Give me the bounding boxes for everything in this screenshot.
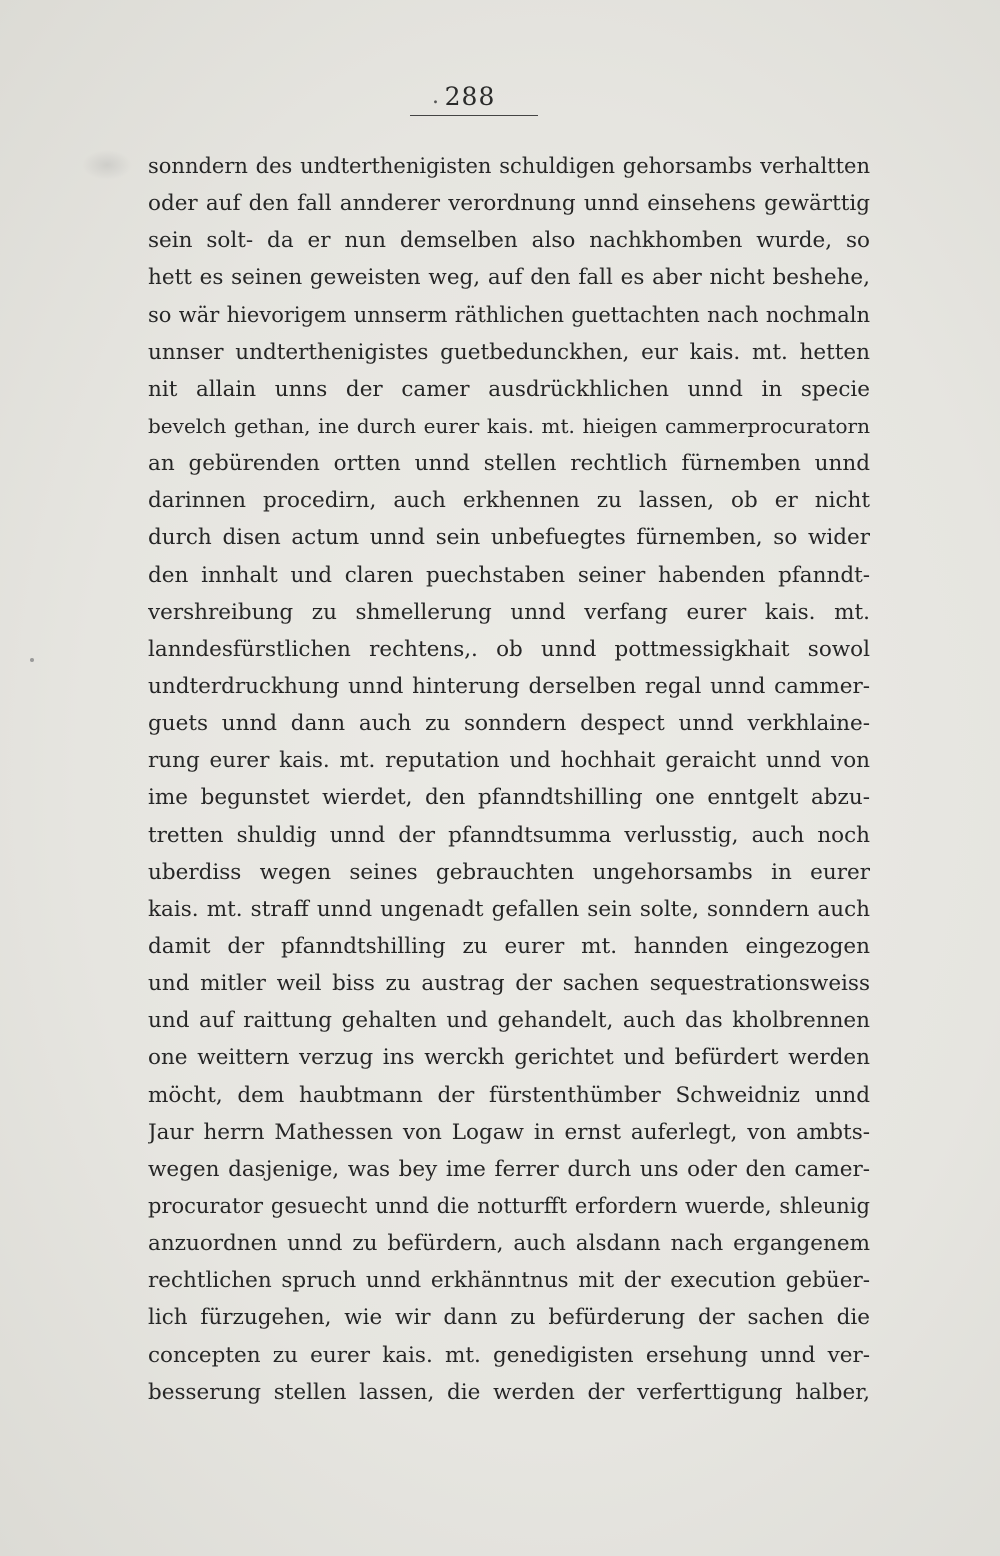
text-line: undterdruckhung unnd hinterung derselben regal unnd cammer- bbox=[148, 673, 870, 699]
text-line: sein solt- da er nun demselben also nachkhomben wurde, so bbox=[148, 228, 870, 254]
text-line: tretten shuldig unnd der pfanndtsumma verlusstig, auch noch bbox=[148, 822, 870, 848]
text-line: nit allain unns der camer ausdrückhlichen unnd in specie bbox=[148, 376, 870, 402]
header-rule bbox=[410, 115, 538, 116]
text-line: damit der pfanndtshilling zu eurer mt. hannden eingezogen bbox=[148, 933, 870, 959]
text-line: durch disen actum unnd sein unbefuegtes fürnemben, so wider bbox=[148, 525, 870, 551]
text-line: vershreibung zu shmellerung unnd verfang eurer kais. mt. bbox=[148, 599, 870, 625]
page-speck bbox=[30, 658, 34, 662]
text-line: rung eurer kais. mt. reputation und hochhait geraicht unnd von bbox=[148, 748, 870, 774]
text-line: oder auf den fall annderer verordnung unnd einsehens gewärttig bbox=[148, 191, 870, 217]
text-line: concepten zu eurer kais. mt. genedigisten ersehung unnd ver- bbox=[148, 1342, 870, 1368]
text-line: bevelch gethan, ine durch eurer kais. mt. hieigen cammerprocuratorn bbox=[148, 413, 870, 438]
text-line: procurator gesuecht unnd die notturfft erfordern wuerde, shleunig bbox=[148, 1193, 870, 1218]
text-line: lich fürzugehen, wie wir dann zu befürderung der sachen die bbox=[148, 1305, 870, 1331]
text-line: an gebürenden ortten unnd stellen rechtlich fürnemben unnd bbox=[148, 451, 870, 477]
text-line: den innhalt und claren puechstaben seiner habenden pfanndt- bbox=[148, 562, 870, 588]
text-line: sonndern des undterthenigisten schuldigen gehorsambs verhaltten bbox=[148, 154, 870, 178]
text-line: kais. mt. straff unnd ungenadt gefallen sein solte, sonndern auch bbox=[148, 896, 870, 922]
text-line: one weittern verzug ins werckh gerichtet und befürdert werden bbox=[148, 1045, 870, 1071]
text-line: so wär hievorigem unnserm räthlichen guettachten nach nochmaln bbox=[148, 302, 870, 327]
text-line: ime begunstet wierdet, den pfanndtshilling one enntgelt abzu- bbox=[148, 785, 870, 811]
text-line: uberdiss wegen seines gebrauchten ungehorsambs in eurer bbox=[148, 859, 870, 885]
text-line: Jaur herrn Mathessen von Logaw in ernst auferlegt, von ambts- bbox=[148, 1119, 870, 1145]
text-line: hett es seinen geweisten weg, auf den fall es aber nicht beshehe, bbox=[148, 265, 870, 291]
body-text bbox=[148, 148, 870, 1411]
text-line: lanndesfürstlichen rechtens,. ob unnd pottmessigkhait sowol bbox=[148, 636, 870, 662]
text-line: anzuordnen unnd zu befürdern, auch alsdann nach ergangenem bbox=[148, 1231, 870, 1257]
text-line: rechtlichen spruch unnd erkhänntnus mit der execution gebüer- bbox=[148, 1268, 870, 1294]
text-line: und mitler weil biss zu austrag der sachen sequestrationsweiss bbox=[148, 971, 870, 997]
text-line: unnser undterthenigistes guetbedunckhen, eur kais. mt. hetten bbox=[148, 339, 870, 365]
text-line: möcht, dem haubtmann der fürstenthümber Schweidniz unnd bbox=[148, 1082, 870, 1108]
text-line: wegen dasjenige, was bey ime ferrer durch uns oder den camer- bbox=[148, 1156, 870, 1182]
text-line: guets unnd dann auch zu sonndern despect unnd verkhlaine- bbox=[148, 711, 870, 737]
page-number: 288 bbox=[444, 82, 496, 111]
text-line: darinnen procedirn, auch erkhennen zu lassen, ob er nicht bbox=[148, 488, 870, 514]
page-smudge bbox=[82, 150, 132, 180]
page-number-dot: . bbox=[432, 84, 439, 109]
text-line: besserung stellen lassen, die werden der verferttigung halber, bbox=[148, 1379, 870, 1405]
text-line: und auf raittung gehalten und gehandelt, auch das kholbrennen bbox=[148, 1008, 870, 1034]
